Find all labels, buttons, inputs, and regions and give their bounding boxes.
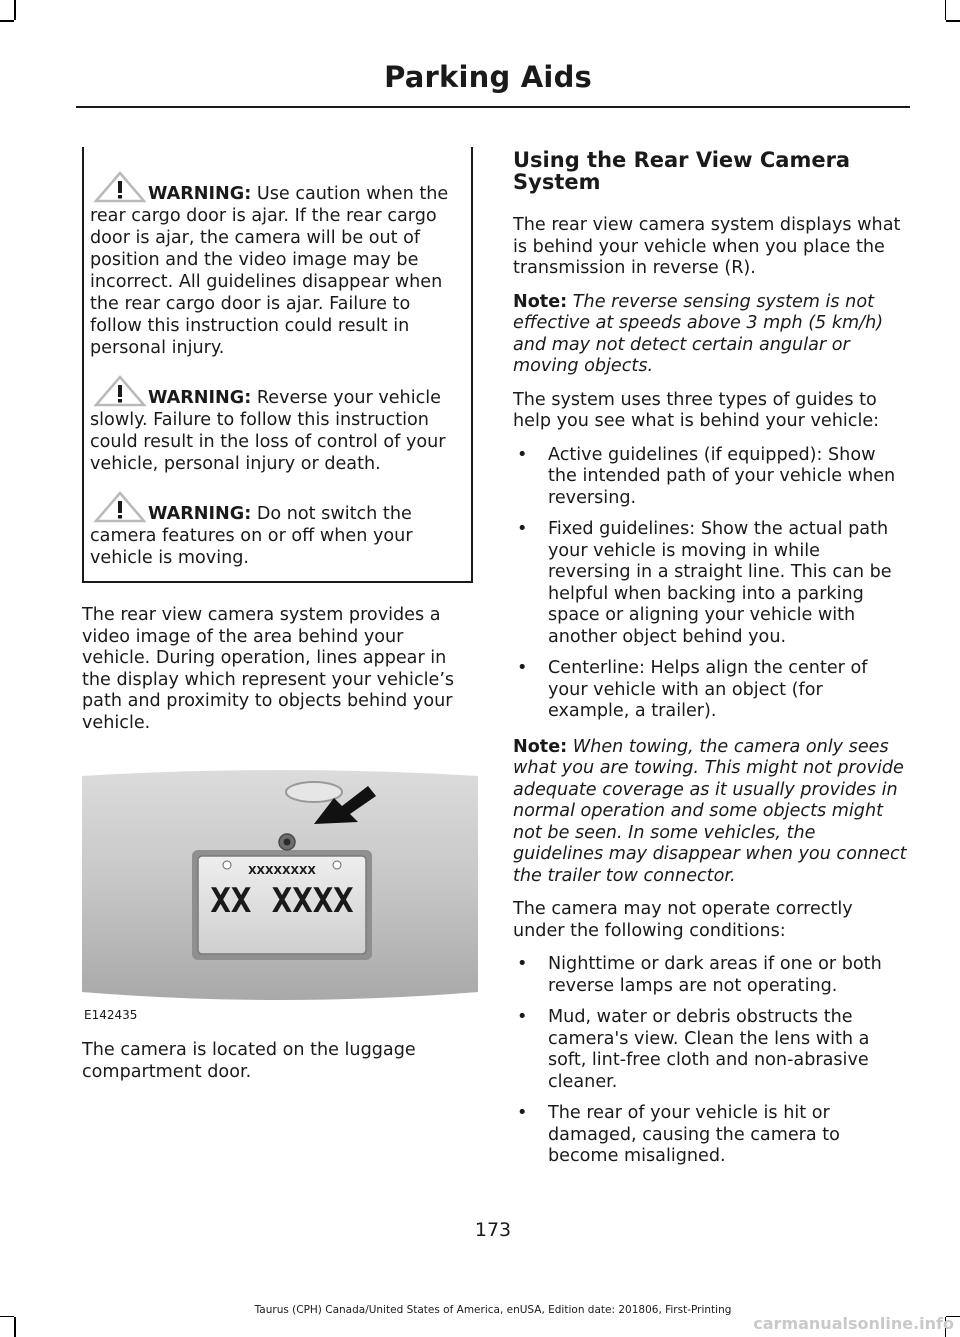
page-header-title: Parking Aids [384, 60, 592, 94]
paragraph: The system uses three types of guides to help you see what is behind your vehicle: [513, 389, 880, 431]
page-number: 173 [474, 1219, 512, 1241]
plate-top-text: XXXXXXXX [248, 864, 316, 877]
paragraph: The camera may not operate correctly under the following conditions: [513, 899, 853, 941]
warning-text: Do not switch the camera features on or off when your vehicle is moving. [90, 504, 413, 568]
crop-mark [0, 20, 14, 22]
list-item: • Active guidelines (if equipped): Show the intended path of your vehicle when reversing. [517, 444, 896, 508]
note-text: When towing, the camera only sees what you are towing. This might not provide adequate coverage as it usually provides in normal operation and some objects might not be seen. In some vehicles, the guidelines may disappear when you connect the trailer tow connector. [513, 736, 907, 886]
guides-list [513, 445, 908, 723]
list-item: • Mud, water or debris obstructs the camera's view. Clean the lens with a soft, lint-free cloth and non-abrasive cleaner. [517, 1007, 870, 1092]
camera-location-figure [82, 762, 478, 1032]
note-paragraph [513, 737, 908, 888]
intro-paragraph: The rear view camera system provides a video image of the area behind your vehicle. During operation, lines appear in the display which represent your vehicle’s path and proximity to objects behind your vehicle. [82, 605, 455, 733]
section-heading: Using the Rear View Camera System [513, 148, 851, 194]
warning-text: Reverse your vehicle slowly. Failure to follow this instruction could result in the loss of control of your vehicle, personal injury or death. [90, 388, 446, 474]
note-label: Note: [513, 736, 568, 757]
warning-box [82, 147, 473, 583]
warning-item [90, 375, 463, 475]
warning-item [90, 171, 463, 359]
warning-keyword: WARNING: [148, 504, 252, 524]
note-paragraph [513, 292, 908, 378]
figure-code: E142435 [84, 1008, 138, 1022]
warning-text: Use caution when the rear cargo door is ajar. If the rear cargo door is ajar, the camera will be out of position and the video image may be incorrect. All guidelines disappear when the rear cargo door is ajar. Failure to follow this instruction could result in personal injury. [90, 184, 449, 358]
note-text: The reverse sensing system is not effective at speeds above 3 mph (5 km/h) and may not detect certain angular or moving objects. [513, 291, 884, 376]
right-column [513, 147, 908, 1182]
warning-keyword: WARNING: [148, 184, 252, 204]
warning-keyword: WARNING: [148, 388, 252, 408]
warning-item [90, 491, 463, 569]
note-label: Note: [513, 291, 568, 312]
list-item: • The rear of your vehicle is hit or damaged, causing the camera to become misaligned. [517, 1103, 840, 1166]
figure-caption: The camera is located on the luggage compartment door. [82, 1040, 416, 1082]
crop-mark [14, 1317, 16, 1337]
left-column [82, 147, 474, 1095]
footer-text: Taurus (CPH) Canada/United States of America, enUSA, Edition date: 201806, First-Printing [254, 1304, 732, 1316]
warning-triangle-icon [90, 375, 146, 407]
luggage-door-illustration [82, 762, 478, 1002]
plate-main-text: XX XXXX [210, 881, 354, 921]
header-rule [76, 106, 910, 108]
paragraph: The rear view camera system displays what is behind your vehicle when you place the transmission in reverse (R). [513, 215, 901, 278]
warning-triangle-icon [90, 171, 146, 203]
crop-mark [945, 0, 947, 20]
conditions-list [513, 954, 908, 1168]
watermark: carmanualsonline.info [753, 1314, 954, 1333]
crop-mark [946, 20, 960, 22]
crop-mark [14, 0, 16, 20]
warning-triangle-icon [90, 491, 146, 523]
list-item: • Centerline: Helps align the center of your vehicle with an object (for example, a trailer). [517, 658, 868, 721]
list-item: • Fixed guidelines: Show the actual path your vehicle is moving in while reversing in a straight line. This can be helpful when backing into a parking space or aligning your vehicle with another object behind you. [517, 519, 892, 647]
list-item: • Nighttime or dark areas if one or both reverse lamps are not operating. [517, 954, 882, 996]
